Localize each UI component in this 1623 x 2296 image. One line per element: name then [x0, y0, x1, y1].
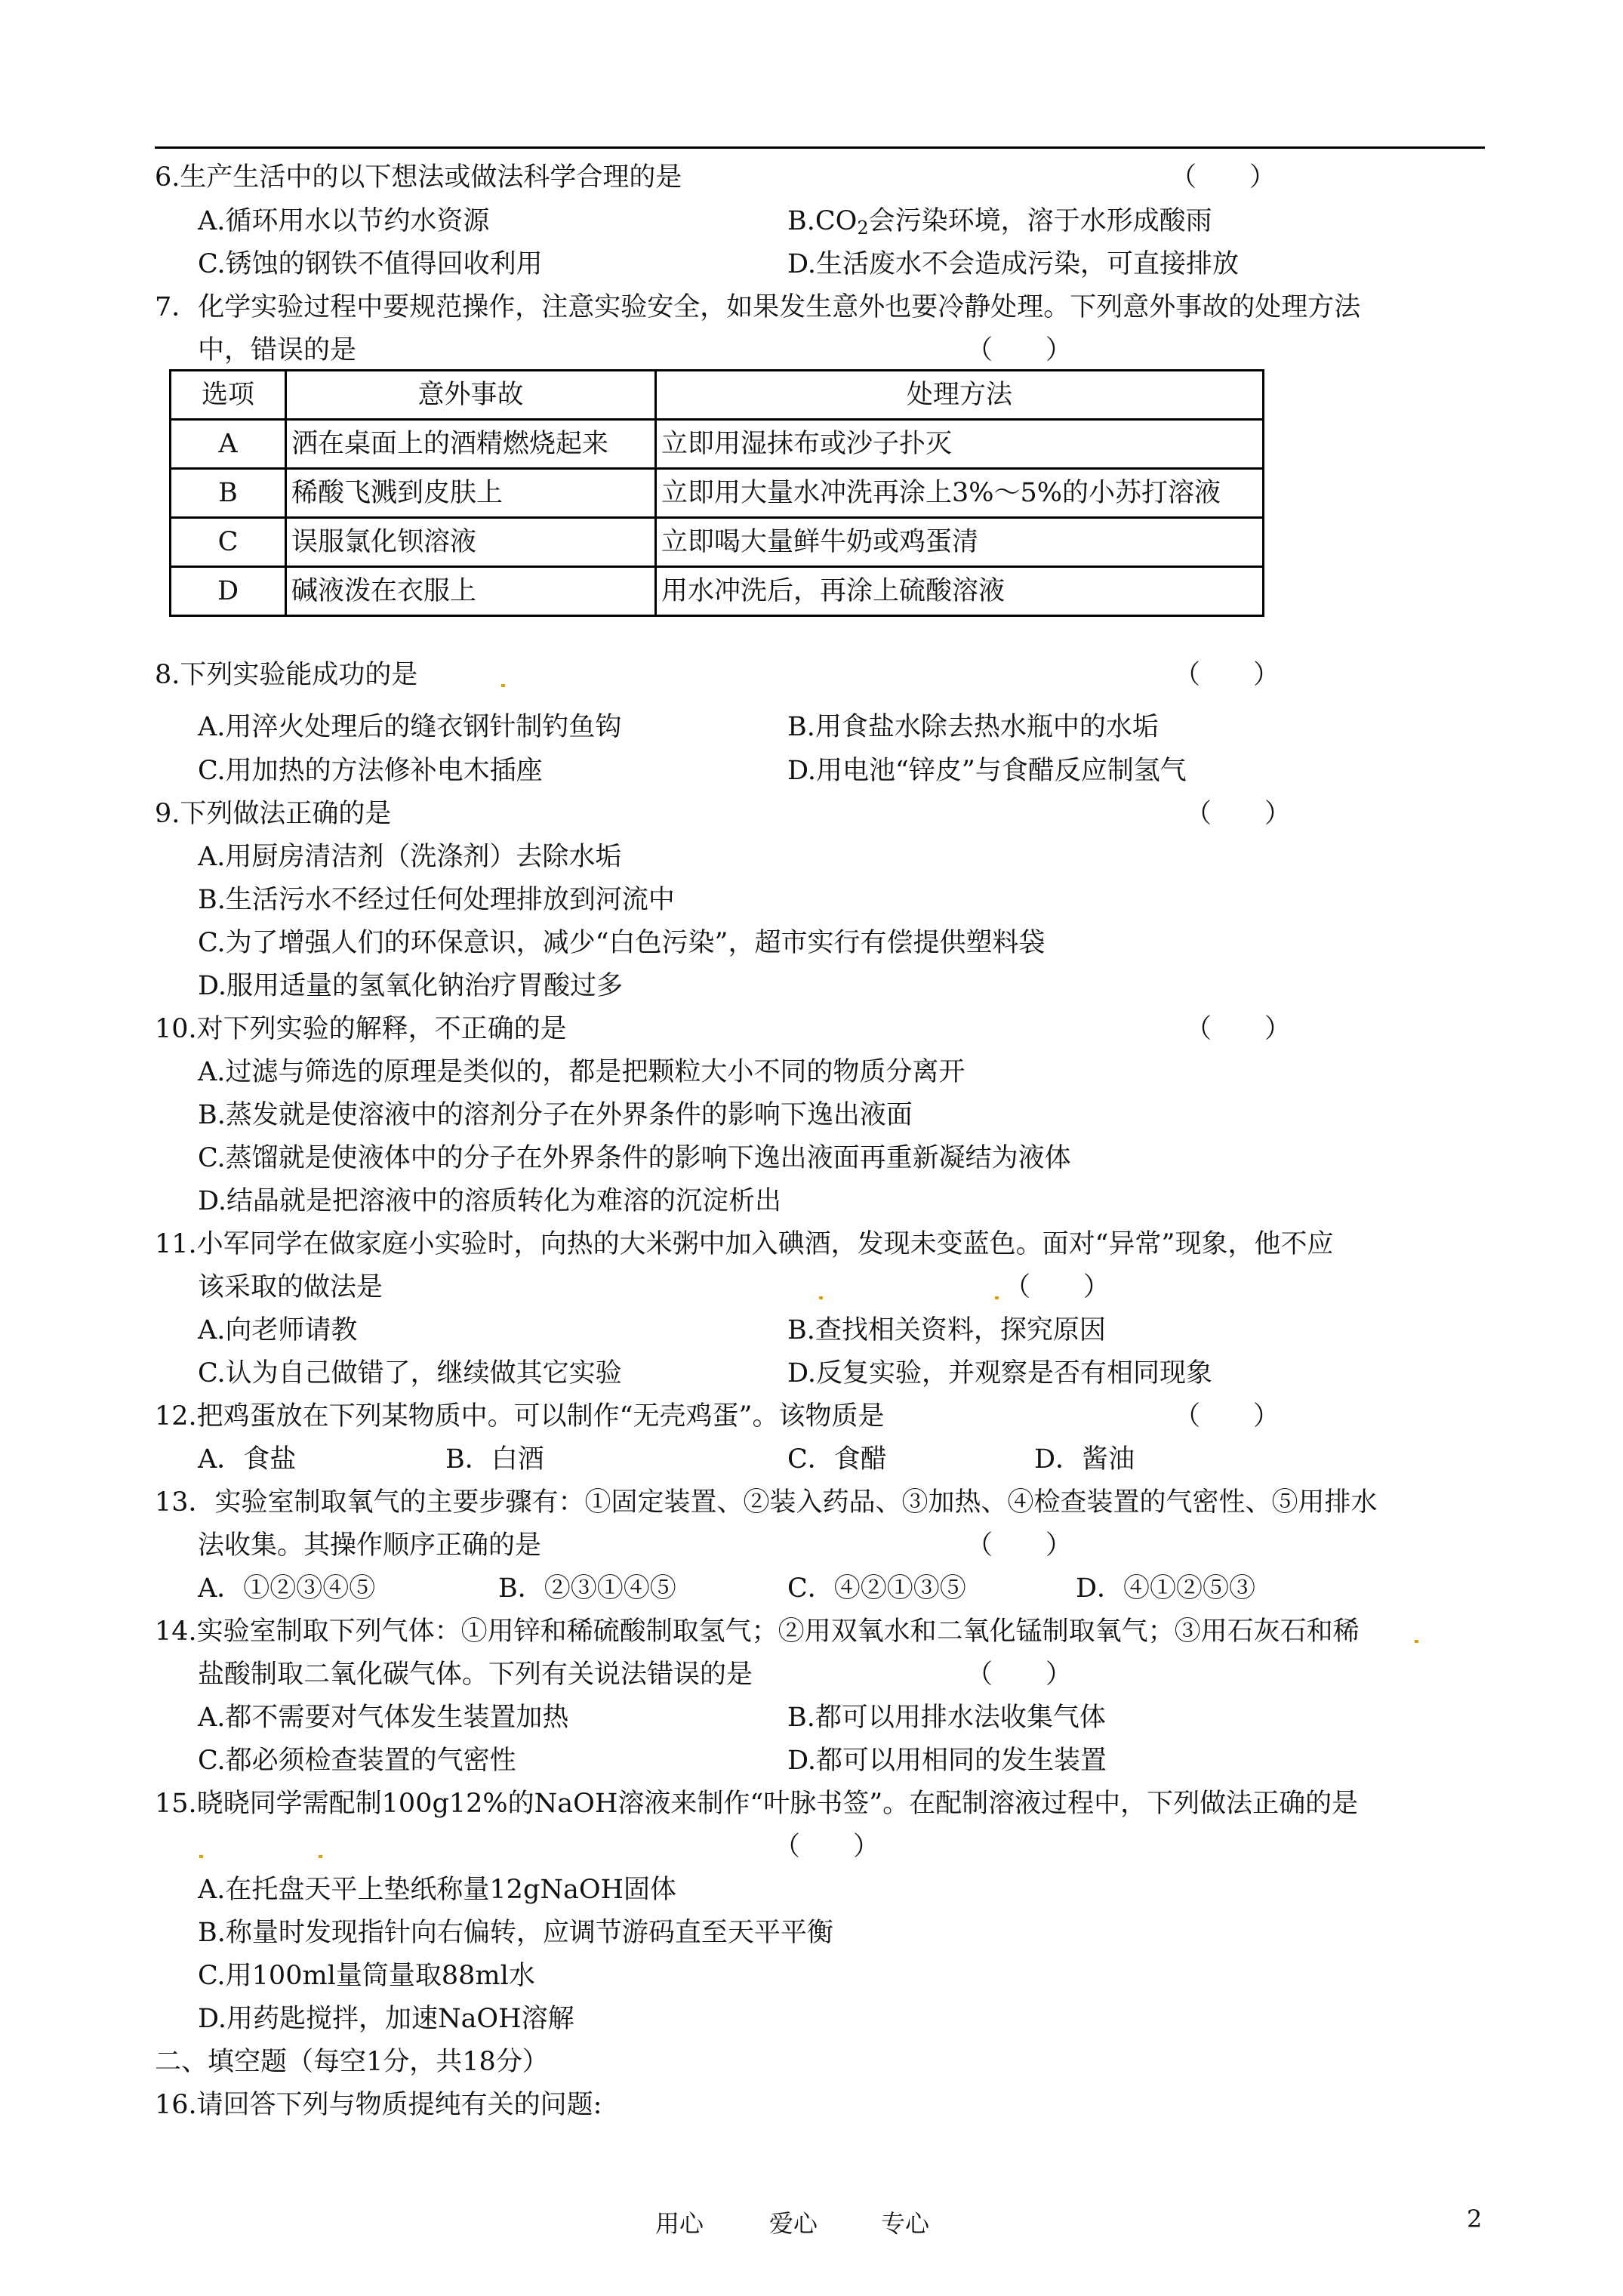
q13-option-c: C．④②①③⑤: [787, 1573, 966, 1604]
q14-answer-paren: （ ）: [966, 1660, 1073, 1690]
q11-stem-line2: 该采取的做法是: [198, 1272, 383, 1302]
header-rule: [155, 146, 1485, 149]
scan-speck: [501, 684, 505, 687]
table-row: [171, 420, 1264, 469]
q10-answer-paren: （ ）: [1185, 1014, 1292, 1044]
q11-option-d: D.反复实验，并观察是否有相同现象: [787, 1358, 1212, 1388]
q10-option-b: B.蒸发就是使溶液中的溶剂分子在外界条件的影响下逸出液面: [198, 1100, 913, 1130]
q14-option-c: C.都必须检查装置的气密性: [198, 1746, 516, 1776]
footer-word: 用心: [655, 2209, 704, 2238]
q14-option-a: A.都不需要对气体发生装置加热: [198, 1703, 569, 1733]
q14-stem-line2: 盐酸制取二氧化碳气体。下列有关说法错误的是: [198, 1660, 753, 1690]
q9-option-a: A.用厨房清洁剂（洗涤剂）去除水垢: [198, 842, 622, 872]
q7-stem-line2: 中，错误的是: [198, 335, 357, 365]
table-row: [171, 469, 1264, 518]
q11-answer-paren: （ ）: [1004, 1272, 1110, 1302]
q7-stem-line1: 7．化学实验过程中要规范操作，注意实验安全，如果发生意外也要冷静处理。下列意外事故的处理方法: [155, 292, 1361, 322]
q9-option-d: D.服用适量的氢氧化钠治疗胃酸过多: [198, 971, 623, 1001]
q6-stem: 6.生产生活中的以下想法或做法科学合理的是: [155, 162, 682, 193]
q8-option-c: C.用加热的方法修补电木插座: [198, 756, 543, 786]
q15-option-b: B.称量时发现指针向右偏转，应调节游码直至天平平衡: [198, 1918, 833, 1948]
section-heading: 二、填空题（每空1分，共18分）: [155, 2047, 549, 2077]
table-cell: 洒在桌面上的酒精燃烧起来: [286, 420, 656, 469]
q8-option-a: A.用淬火处理后的缝衣钢针制钓鱼钩: [198, 712, 622, 742]
table-row: [171, 567, 1264, 616]
table-cell: 稀酸飞溅到皮肤上: [286, 469, 656, 518]
table-header-row: [171, 371, 1264, 420]
q15-answer-paren: （ ）: [774, 1832, 880, 1862]
table-header-cell: 意外事故: [286, 371, 656, 420]
q11-option-c: C.认为自己做错了，继续做其它实验: [198, 1358, 622, 1388]
scan-speck: [819, 1296, 823, 1299]
q6-answer-paren: （ ）: [1170, 162, 1277, 193]
q15-stem: 15.晓晓同学需配制100g12%的NaOH溶液来制作“叶脉书签”。在配制溶液过程中，下列做法正确的是: [155, 1789, 1359, 1819]
q9-stem: 9.下列做法正确的是: [155, 799, 392, 829]
q11-option-b: B.查找相关资料，探究原因: [787, 1315, 1106, 1345]
q15-option-c: C.用100ml量筒量取88ml水: [198, 1961, 535, 1991]
q6-option-c: C.锈蚀的钢铁不值得回收利用: [198, 249, 543, 279]
q8-answer-paren: （ ）: [1174, 660, 1280, 690]
q14-option-d: D.都可以用相同的发生装置: [787, 1746, 1107, 1776]
scan-speck: [995, 1296, 999, 1299]
table-cell: A: [171, 420, 286, 469]
table-cell: 立即喝大量鲜牛奶或鸡蛋清: [656, 518, 1264, 567]
q14-stem-line1: 14.实验室制取下列气体：①用锌和稀硫酸制取氢气；②用双氧水和二氧化锰制取氧气；③用石灰石和稀: [155, 1616, 1360, 1647]
table-cell: 立即用大量水冲洗再涂上3%～5%的小苏打溶液: [656, 469, 1264, 518]
q13-option-d: D．④①②⑤③: [1076, 1573, 1256, 1604]
table-row: [171, 518, 1264, 567]
q12-answer-paren: （ ）: [1174, 1401, 1280, 1432]
q13-option-b: B．②③①④⑤: [498, 1573, 676, 1604]
table-cell: B: [171, 469, 286, 518]
q11-option-a: A.向老师请教: [198, 1315, 358, 1345]
accident-table: [169, 369, 1264, 617]
q13-stem-line1: 13．实验室制取氧气的主要步骤有：①固定装置、②装入药品、③加热、④检查装置的气密性、⑤用排水: [155, 1487, 1378, 1518]
q12-option-d: D．酱油: [1034, 1444, 1135, 1475]
q12-option-b: B．白酒: [445, 1444, 544, 1475]
scan-speck: [319, 1855, 322, 1858]
q11-stem-line1: 11.小军同学在做家庭小实验时，向热的大米粥中加入碘酒，发现未变蓝色。面对“异常”现象，他不应: [155, 1229, 1334, 1259]
table-cell: 误服氯化钡溶液: [286, 518, 656, 567]
table-cell: D: [171, 567, 286, 616]
q6-option-b: $B.CO_2$会污染环境，溶于水形成酸雨: [787, 206, 1212, 239]
q12-stem: 12.把鸡蛋放在下列某物质中。可以制作“无壳鸡蛋”。该物质是: [155, 1401, 885, 1432]
q9-option-c: C.为了增强人们的环保意识，减少“白色污染”，超市实行有偿提供塑料袋: [198, 928, 1046, 958]
q15-option-d: D.用药匙搅拌，加速NaOH溶解: [198, 2004, 574, 2034]
table-header-cell: 处理方法: [656, 371, 1264, 420]
footer-word: 爱心: [769, 2209, 818, 2238]
scan-speck: [199, 1855, 203, 1858]
q6-option-a: A.循环用水以节约水资源: [198, 206, 490, 236]
q10-stem: 10.对下列实验的解释，不正确的是: [155, 1014, 567, 1044]
q12-option-c: C．食醋: [787, 1444, 887, 1475]
q13-option-a: A．①②③④⑤: [198, 1573, 376, 1604]
q15-option-a: A.在托盘天平上垫纸称量12gNaOH固体: [198, 1875, 677, 1905]
q7-answer-paren: （ ）: [966, 335, 1073, 365]
q8-option-b: B.用食盐水除去热水瓶中的水垢: [787, 712, 1159, 742]
page-number: 2: [1467, 2205, 1483, 2233]
q10-option-c: C.蒸馏就是使液体中的分子在外界条件的影响下逸出液面再重新凝结为液体: [198, 1143, 1071, 1173]
q12-option-a: A．食盐: [198, 1444, 297, 1475]
table-cell: 碱液泼在衣服上: [286, 567, 656, 616]
q13-answer-paren: （ ）: [966, 1530, 1073, 1561]
q14-option-b: B.都可以用排水法收集气体: [787, 1703, 1106, 1733]
q8-stem: 8.下列实验能成功的是: [155, 660, 418, 690]
scan-speck: [1415, 1640, 1418, 1643]
q10-option-d: D.结晶就是把溶液中的溶质转化为难溶的沉淀析出: [198, 1186, 781, 1216]
footer-word: 专心: [881, 2209, 930, 2238]
q16-stem: 16.请回答下列与物质提纯有关的问题:: [155, 2090, 602, 2120]
table-cell: 用水冲洗后，再涂上硫酸溶液: [656, 567, 1264, 616]
table-cell: 立即用湿抹布或沙子扑灭: [656, 420, 1264, 469]
q10-option-a: A.过滤与筛选的原理是类似的，都是把颗粒大小不同的物质分离开: [198, 1057, 965, 1087]
q6-option-d: D.生活废水不会造成污染，可直接排放: [787, 249, 1239, 279]
q9-answer-paren: （ ）: [1185, 799, 1292, 829]
table-cell: C: [171, 518, 286, 567]
table-header-cell: 选项: [171, 371, 286, 420]
q9-option-b: B.生活污水不经过任何处理排放到河流中: [198, 885, 675, 915]
q13-stem-line2: 法收集。其操作顺序正确的是: [198, 1530, 542, 1561]
q8-option-d: D.用电池“锌皮”与食醋反应制氢气: [787, 756, 1187, 786]
